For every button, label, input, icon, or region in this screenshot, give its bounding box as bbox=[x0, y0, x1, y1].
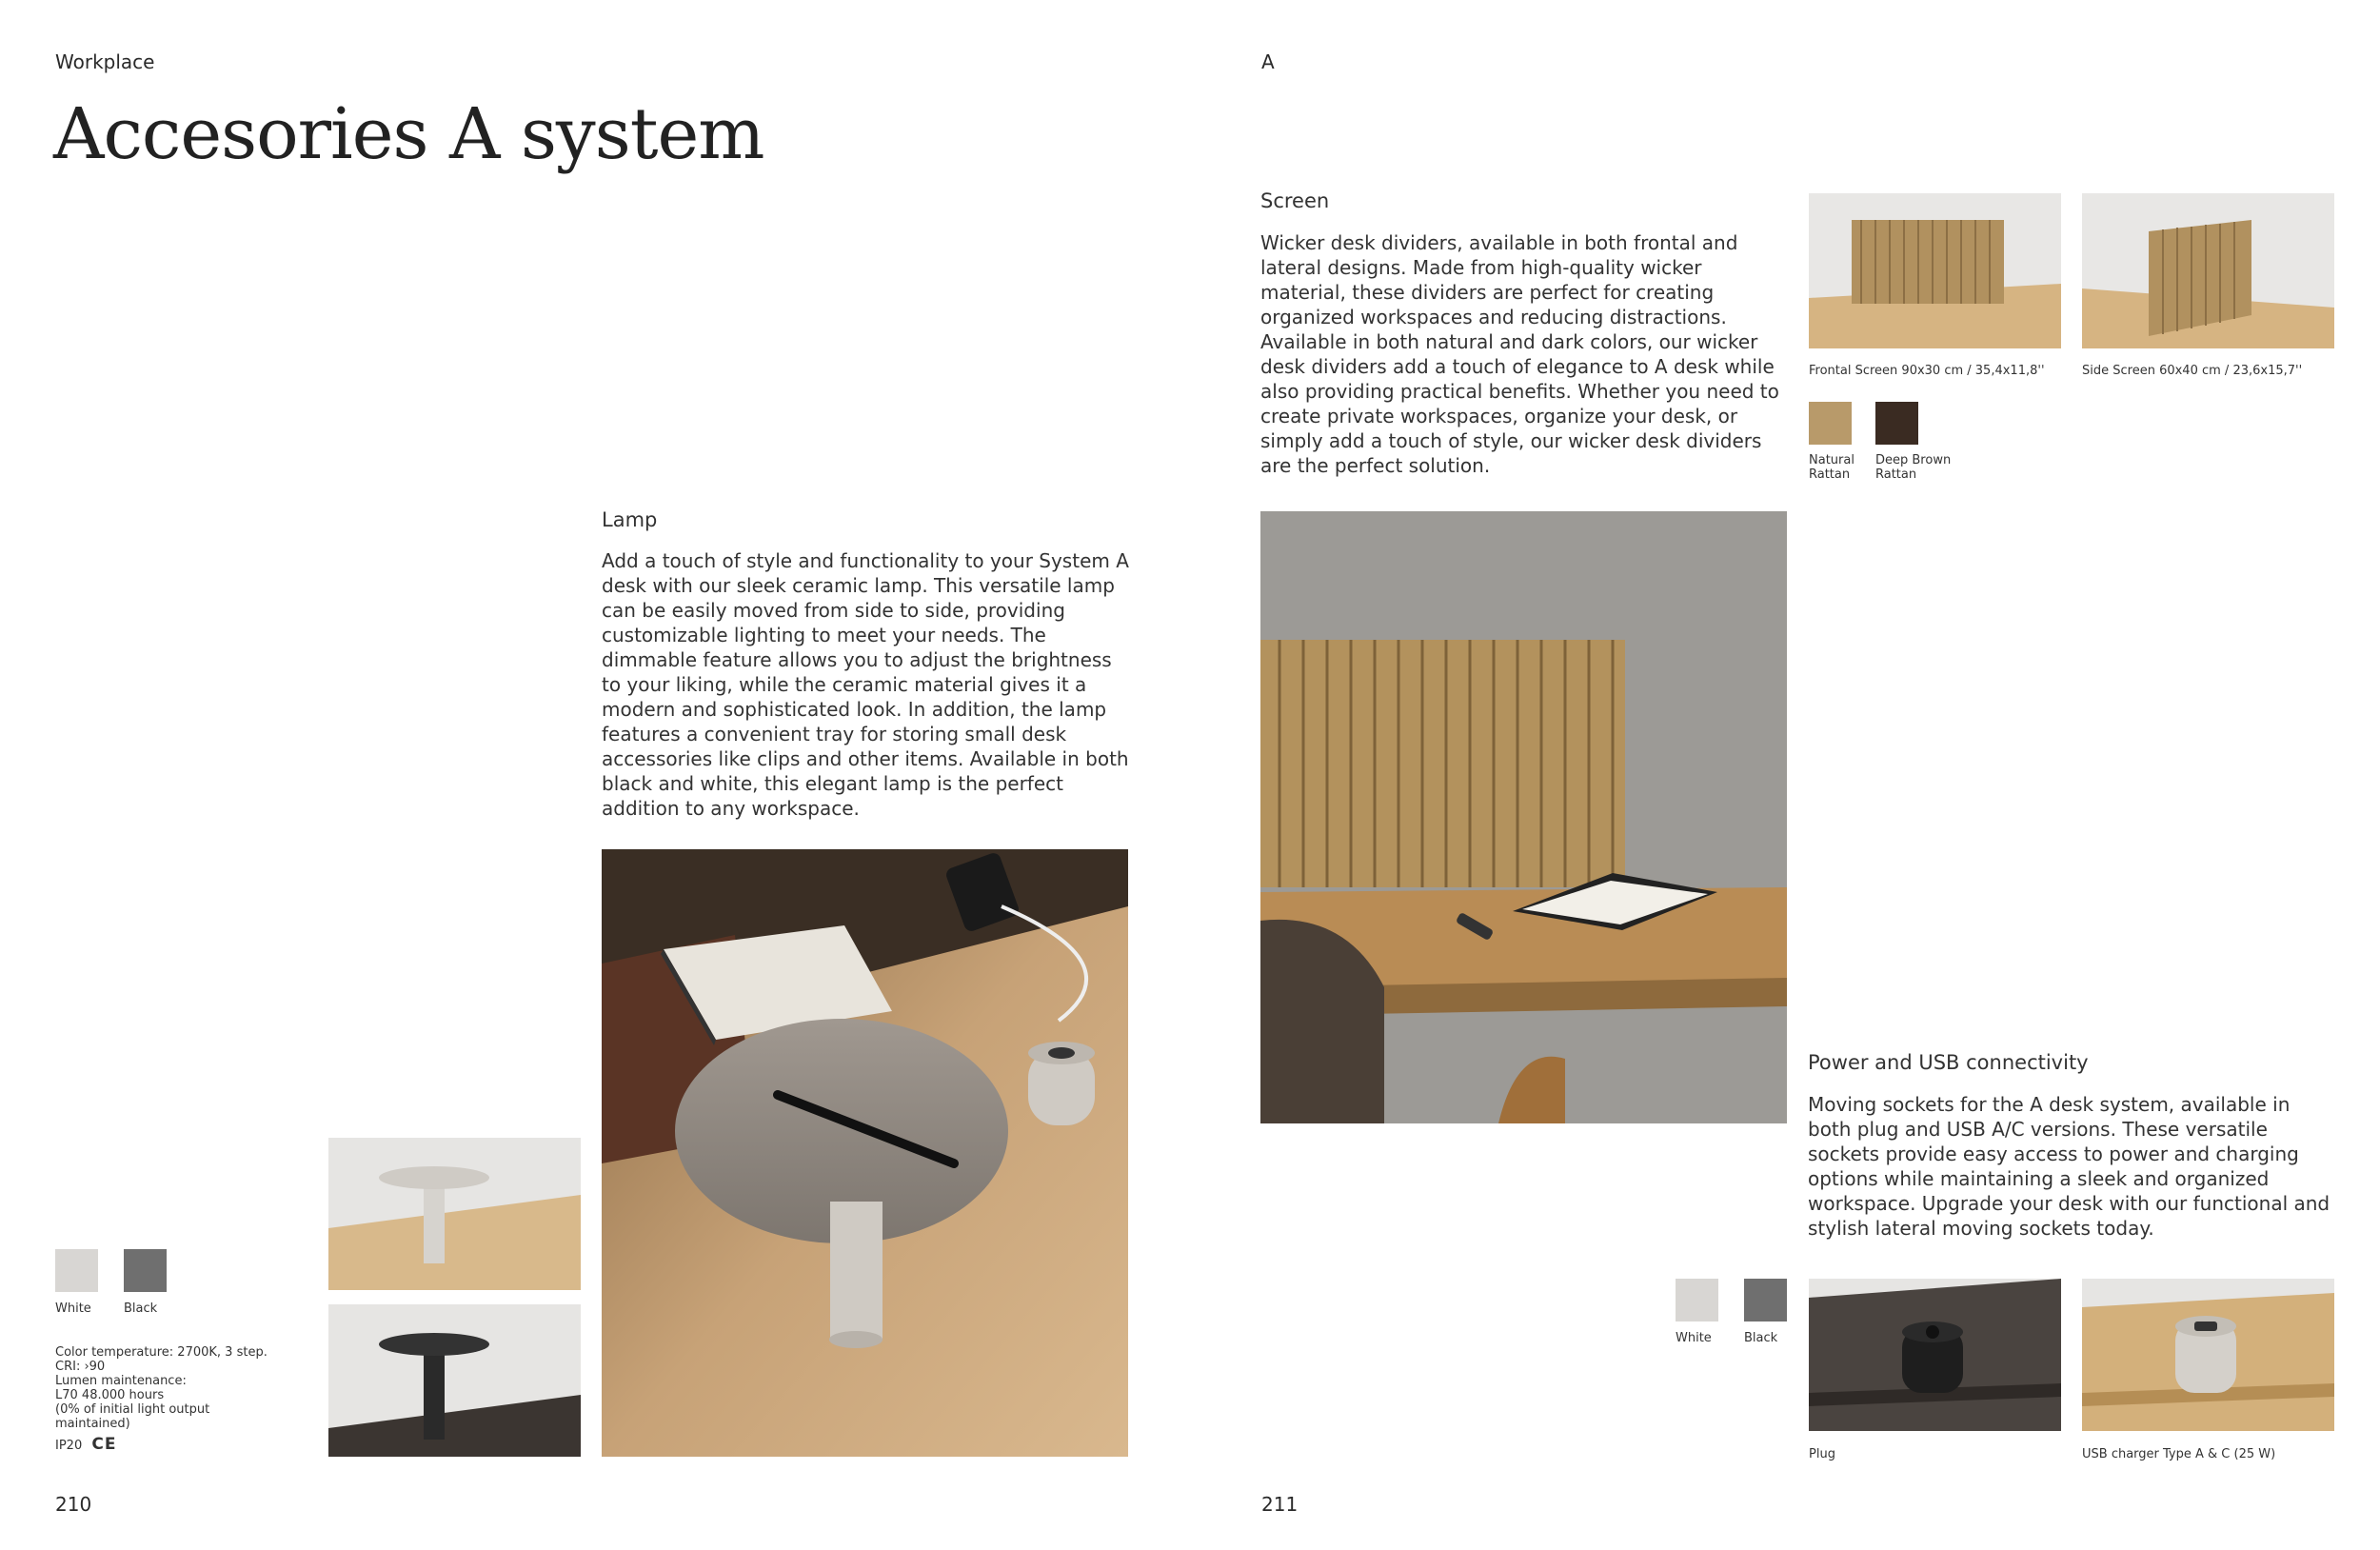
page-title: Accesories A system bbox=[53, 93, 764, 175]
page-number-right: 211 bbox=[1261, 1493, 1299, 1516]
plug-photo bbox=[1809, 1279, 2061, 1431]
frontal-screen-caption: Frontal Screen 90x30 cm / 35,4x11,8'' bbox=[1809, 364, 2045, 378]
lamp-description: Add a touch of style and functionality to your System A desk with our sleek ceramic lamp. This versatile lamp can be easily moved from side to side, providing customizable lighting to meet your needs. The dimmable feature allows you to adjust the brightness to your liking, while the ceramic material gives it a modern and sophisticated look. In addition, the lamp features a convenient tray for storing small desk accessories like clips and other items. Available in both black and white, this elegant lamp is the perfect addition to any workspace. bbox=[602, 549, 1129, 820]
usb-charger-caption: USB charger Type A & C (25 W) bbox=[2082, 1447, 2276, 1461]
spec-line: maintained) bbox=[55, 1417, 130, 1431]
lamp-heading: Lamp bbox=[602, 508, 658, 531]
swatch-label-white: White bbox=[55, 1302, 91, 1316]
spec-line: L70 48.000 hours bbox=[55, 1388, 165, 1402]
lamp-black-photo bbox=[328, 1304, 581, 1457]
swatch-label-black: Black bbox=[1744, 1331, 1778, 1345]
usb-charger-photo bbox=[2082, 1279, 2334, 1431]
side-screen-caption: Side Screen 60x40 cm / 23,6x15,7'' bbox=[2082, 364, 2303, 378]
spec-line: CRI: ›90 bbox=[55, 1360, 106, 1374]
frontal-screen-photo bbox=[1809, 193, 2061, 348]
spec-line: Color temperature: 2700K, 3 step. bbox=[55, 1345, 268, 1360]
section-header: Workplace bbox=[55, 50, 155, 73]
lamp-desk-photo bbox=[602, 849, 1128, 1457]
swatch-label-deep-brown-rattan bbox=[1875, 453, 1951, 482]
lamp-white-photo bbox=[328, 1138, 581, 1290]
plug-caption: Plug bbox=[1809, 1447, 1835, 1461]
screen-description: Wicker desk dividers, available in both frontal and lateral designs. Made from high-quality wicker material, these dividers are perfect for creating organized workspaces and reducing distractions. Available in both natural and dark colors, our wicker desk dividers add a touch of elegance to A desk while also providing practical benefits. Whether you need to create private workspaces, organize your desk, or simply add a touch of style, our wicker desk dividers are the perfect solution. bbox=[1260, 231, 1779, 477]
spec-line: (0% of initial light output bbox=[55, 1402, 210, 1417]
spec-line: Lumen maintenance: bbox=[55, 1374, 187, 1388]
lamp-specs bbox=[55, 1345, 293, 1431]
power-description: Moving sockets for the A desk system, available in both plug and USB A/C versions. These versatile sockets provide easy access to power and charging options while maintaining a sleek and organized workspace. Upgrade your desk with our functional and stylish lateral moving sockets today. bbox=[1808, 1093, 2330, 1240]
swatch-deep-brown-rattan bbox=[1875, 402, 1918, 445]
side-screen-photo bbox=[2082, 193, 2334, 348]
swatch-label-line: Rattan bbox=[1809, 467, 1851, 482]
swatch-label-line: Deep Brown bbox=[1875, 453, 1952, 467]
swatch-black bbox=[1744, 1279, 1787, 1321]
swatch-black bbox=[124, 1249, 167, 1292]
ip-rating-text: IP20 bbox=[55, 1439, 83, 1453]
screen-heading: Screen bbox=[1260, 189, 1330, 212]
swatch-white bbox=[1676, 1279, 1718, 1321]
swatch-label-line: Natural bbox=[1809, 453, 1854, 467]
swatch-label-black: Black bbox=[124, 1302, 158, 1316]
screen-desk-photo bbox=[1260, 511, 1787, 1123]
swatch-white bbox=[55, 1249, 98, 1292]
page-number-left: 210 bbox=[55, 1493, 92, 1516]
swatch-label-line: Rattan bbox=[1875, 467, 1917, 482]
power-heading: Power and USB connectivity bbox=[1808, 1051, 2089, 1074]
ce-mark-icon: CE bbox=[91, 1435, 117, 1454]
swatch-label-natural-rattan bbox=[1809, 453, 1854, 482]
ip-rating bbox=[55, 1435, 117, 1454]
swatch-natural-rattan bbox=[1809, 402, 1852, 445]
section-header-right: A bbox=[1261, 50, 1275, 73]
swatch-label-white: White bbox=[1676, 1331, 1712, 1345]
